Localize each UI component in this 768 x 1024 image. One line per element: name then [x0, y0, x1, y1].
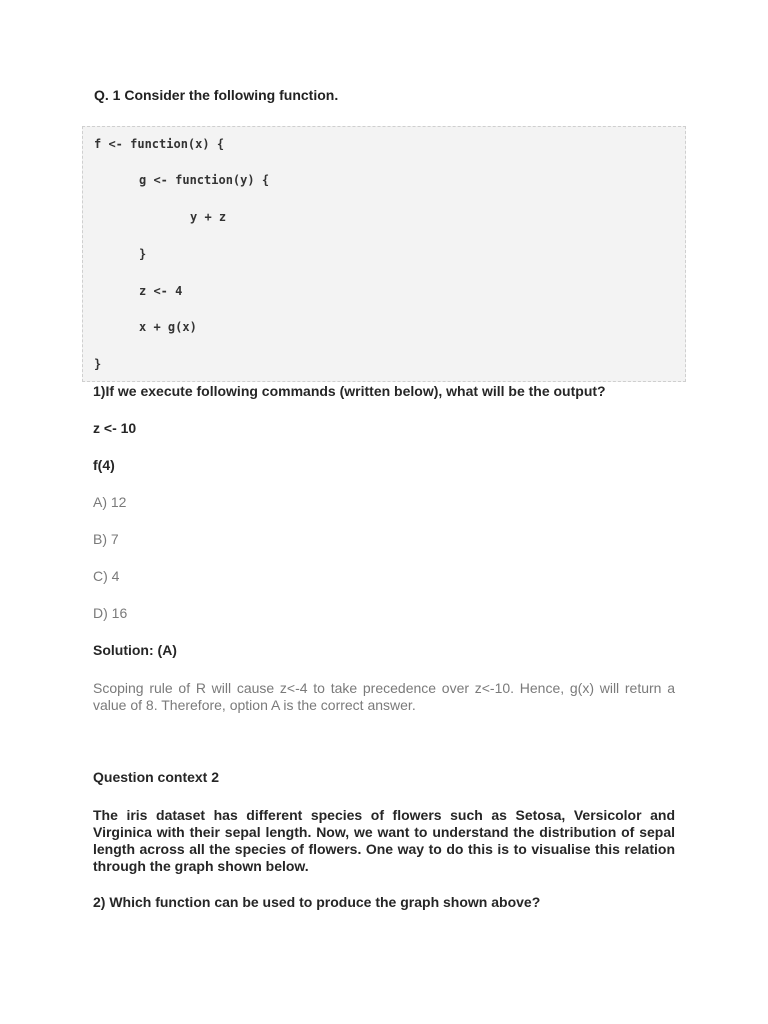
option-d: D) 16	[93, 605, 128, 621]
question-1-title: Q. 1 Consider the following function.	[94, 87, 339, 103]
command-line: f(4)	[93, 457, 115, 473]
option-b: B) 7	[93, 531, 119, 547]
code-block	[82, 126, 686, 382]
code-line: g <- function(y) {	[139, 173, 270, 187]
code-line: y + z	[190, 210, 227, 224]
option-c: C) 4	[93, 568, 120, 584]
option-a: A) 12	[93, 494, 127, 510]
question-context-title: Question context 2	[93, 769, 220, 785]
code-line: }	[139, 247, 147, 261]
code-line: }	[94, 357, 102, 371]
code-line: x + g(x)	[139, 320, 197, 334]
code-line: z <- 4	[139, 284, 183, 298]
question-2-prompt: 2) Which function can be used to produce the graph shown above?	[93, 894, 541, 910]
solution-label: Solution: (A)	[93, 642, 177, 658]
code-line: f <- function(x) {	[94, 137, 225, 151]
solution-explanation: Scoping rule of R will cause z<-4 to take precedence over z<-10. Hence, g(x) will return a value of 8. Therefore, option A is the correct answer.	[93, 680, 675, 713]
question-context-text: The iris dataset has different species of flowers such as Setosa, Versicolor and Virginica with their sepal length. Now, we want to understand the distribution of sepal length across all the species of flowers. One way to do this is to visualise this relation through the graph shown below.	[93, 807, 675, 874]
command-line: z <- 10	[93, 420, 137, 436]
question-1-prompt: 1)If we execute following commands (written below), what will be the output?	[93, 383, 606, 399]
